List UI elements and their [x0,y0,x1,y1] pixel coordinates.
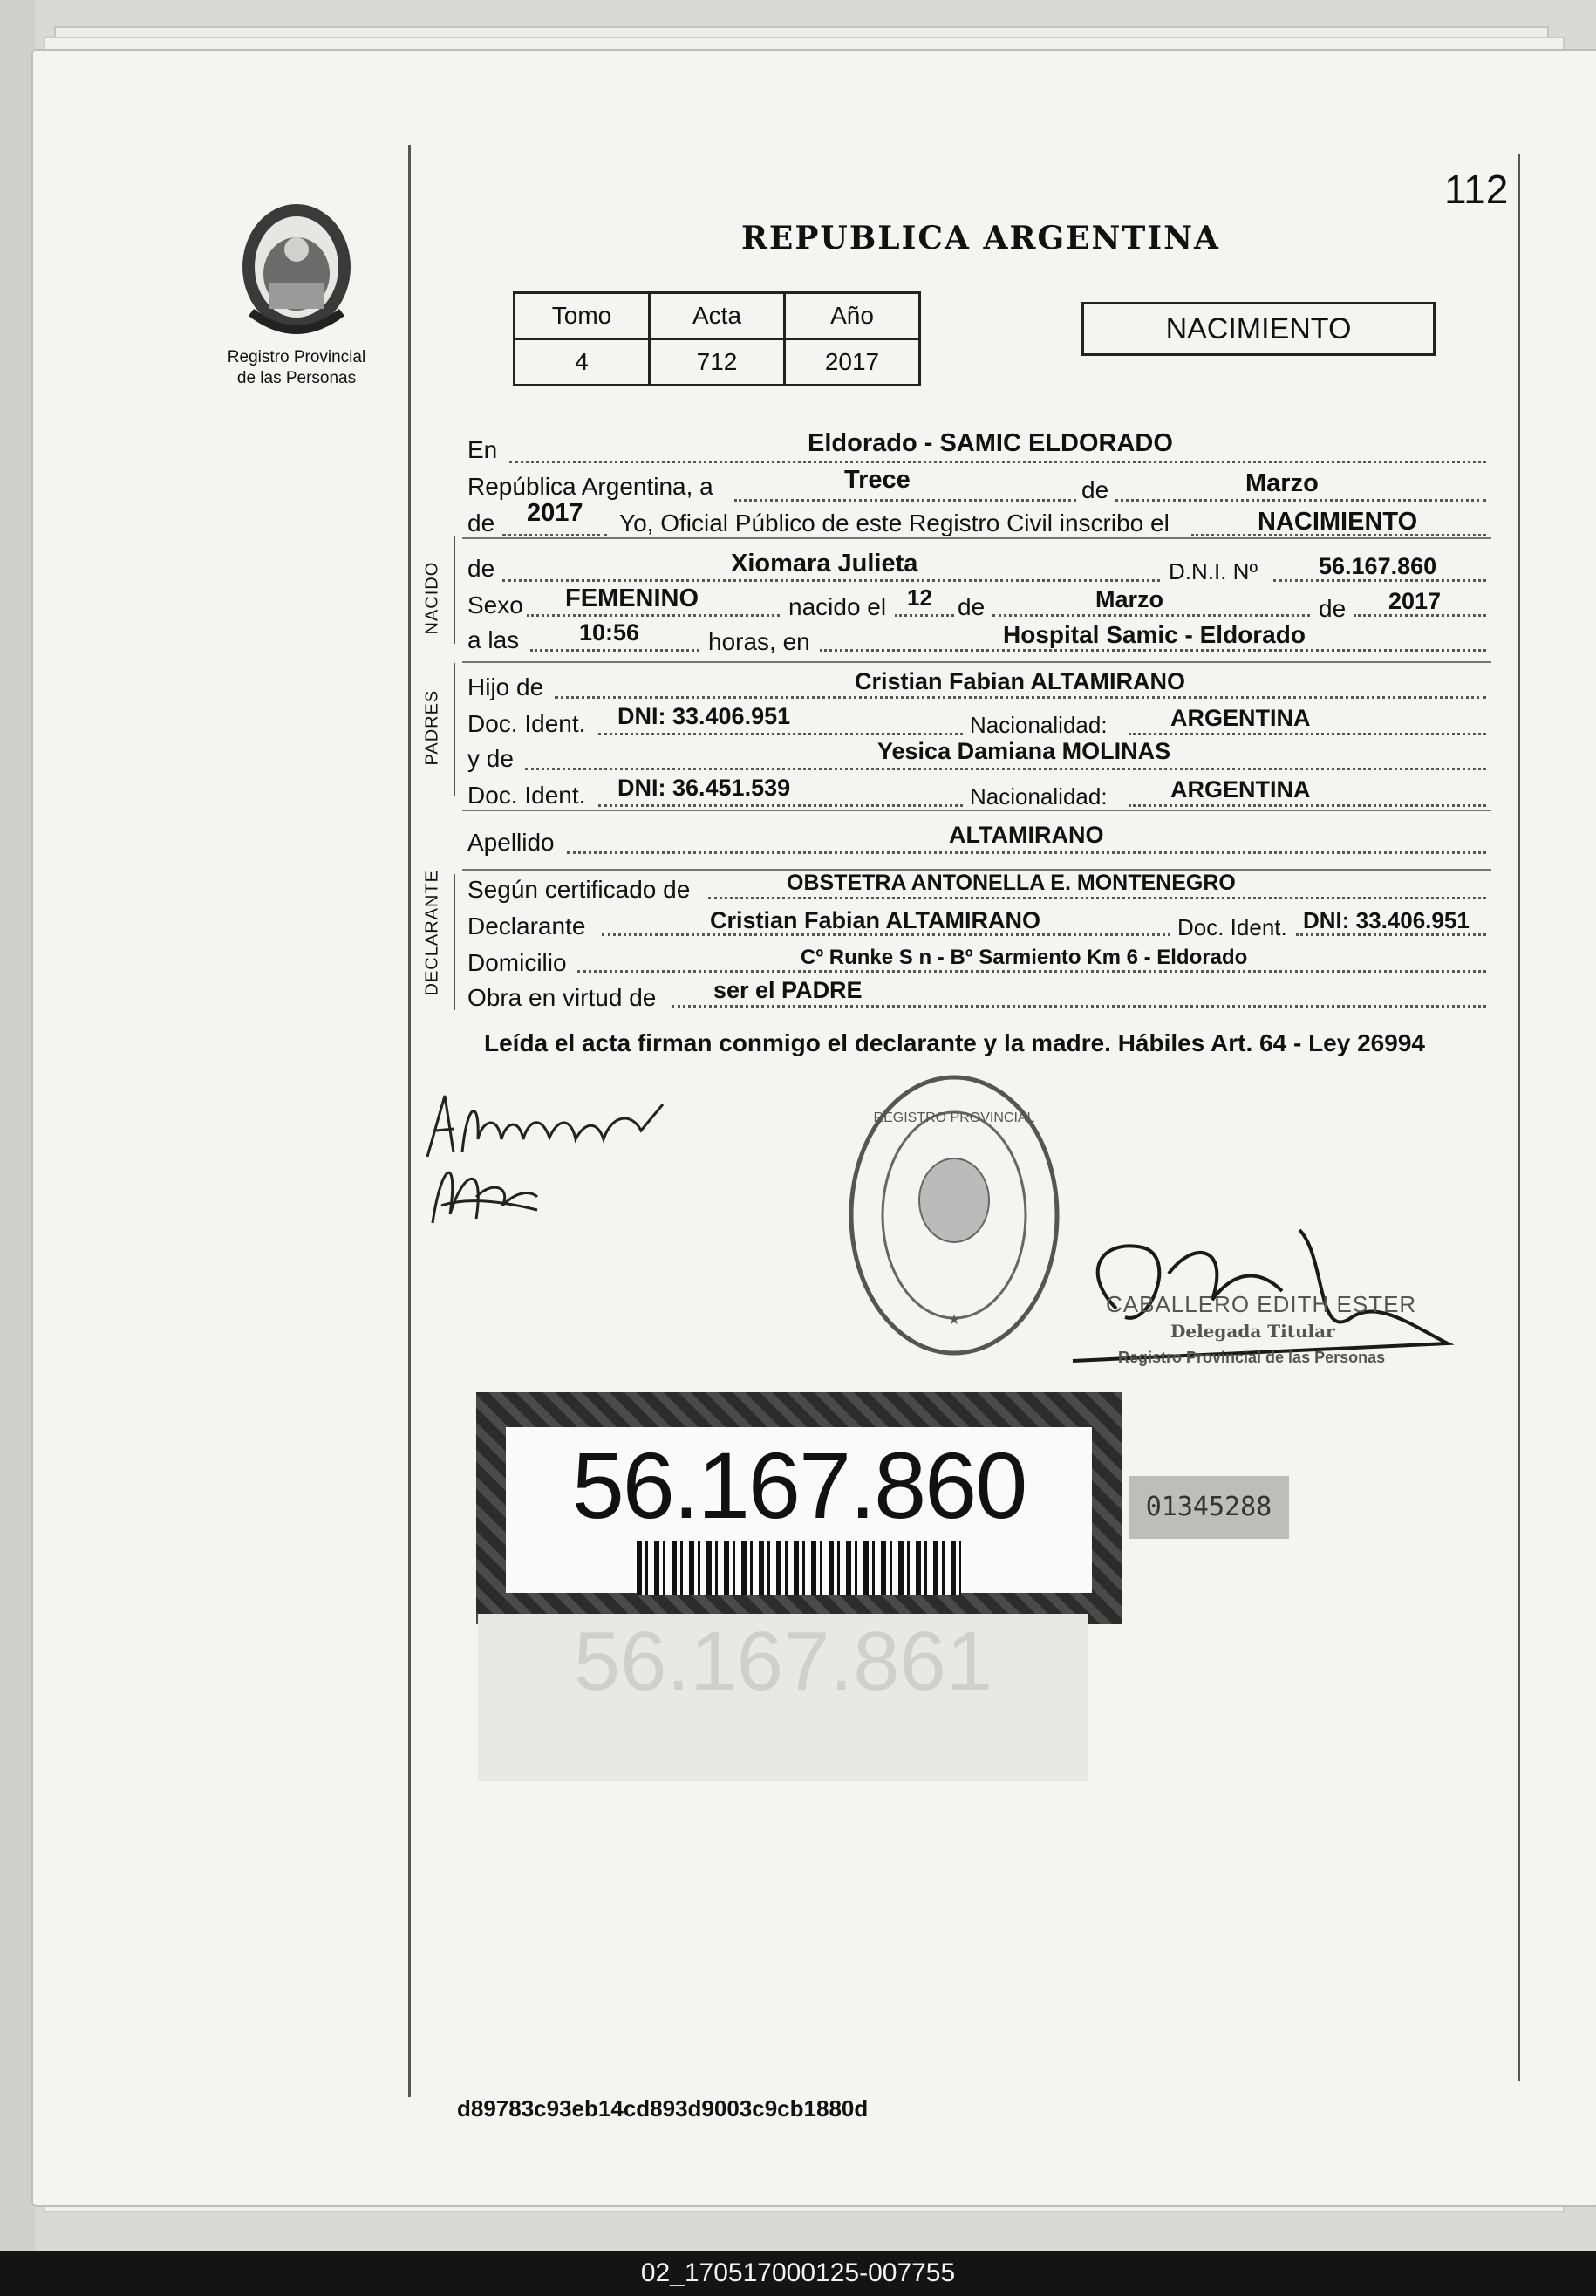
fill-line [708,897,1486,899]
fill-line [1129,733,1486,735]
closing-statement: Leída el acta firman conmigo el declarante y la madre. Hábiles Art. 64 - Ley 26994 [484,1029,1425,1056]
value-dni: 56.167.860 [1319,553,1437,579]
fill-line [502,534,607,536]
value-mes: Marzo [1245,469,1319,497]
value-anio: 2017 [527,499,583,527]
value-dia-letras: Trece [844,466,911,494]
fill-line [567,851,1486,854]
fill-line [1129,804,1486,807]
label-doc-ident-padre: Doc. Ident. [467,710,586,737]
label-domicilio: Domicilio [467,949,567,976]
scan-background [0,0,35,2251]
svg-text:★: ★ [947,1313,961,1328]
value-hora: 10:56 [579,619,640,646]
label-yo-oficial: Yo, Oficial Público de este Registro Civil inscribo el [619,509,1170,536]
registry-name: Registro Provincial de las Personas [227,348,366,387]
record-type-box: NACIMIENTO [1081,302,1436,356]
record-header-anio: Año [785,293,920,339]
fill-line [527,614,780,617]
record-value-tomo: 4 [515,339,650,386]
dni-barcode-sticker [476,1392,1122,1624]
label-hijo-de: Hijo de [467,673,544,700]
fill-line [820,649,1486,652]
label-obra-en-virtud: Obra en virtud de [467,984,657,1011]
value-acto: NACIMIENTO [1258,508,1418,536]
value-nombre: Xiomara Julieta [731,550,918,577]
fill-line [525,768,1486,770]
value-lugar-nac: Hospital Samic - Eldorado [1003,621,1306,648]
section-label-nacido: NACIDO [422,561,442,635]
value-sexo: FEMENINO [565,584,699,612]
label-en: En [467,436,498,463]
label-nacionalidad-padre: Nacionalidad: [970,712,1108,738]
label-nacido-el: nacido el [788,593,887,620]
label-apellido: Apellido [467,829,555,856]
label-de: de [1081,476,1109,503]
fill-line [598,733,963,735]
label-doc-ident-declarante: Doc. Ident. [1177,914,1287,940]
section-bracket [454,663,455,796]
control-number: 01345288 [1129,1476,1289,1539]
official-name: CABALLERO EDITH ESTER [1106,1291,1417,1317]
value-madre: Yesica Damiana MOLINAS [877,738,1171,764]
fill-line [577,970,1486,973]
record-table [513,291,921,386]
document-title: REPUBLICA ARGENTINA [741,220,1220,256]
section-label-padres: PADRES [422,689,442,766]
label-a-las: a las [467,626,520,653]
document-hash: d89783c93eb14cd893d9003c9cb1880d [457,2095,869,2122]
value-apellido: ALTAMIRANO [949,822,1104,848]
label-de3: de [1319,595,1347,622]
scan-filename: 02_170517000125-007755 [0,2251,1596,2296]
value-lugar: Eldorado - SAMIC ELDORADO [808,429,1173,457]
value-padre-nac: ARGENTINA [1170,705,1311,731]
fill-line [734,499,1076,502]
section-bracket [454,536,455,644]
fill-line [1115,499,1486,502]
value-declarante: Cristian Fabian ALTAMIRANO [710,907,1041,933]
value-domicilio: Cº Runke S n - Bº Sarmiento Km 6 - Eldorado [801,946,1248,969]
left-margin-line [408,145,411,2097]
svg-text:REGISTRO PROVINCIAL: REGISTRO PROVINCIAL [873,1110,1035,1125]
label-segun-certificado: Según certificado de [467,876,691,903]
section-separator [462,661,1491,663]
label-declarante: Declarante [467,912,586,940]
record-header-tomo: Tomo [515,293,650,339]
value-obra: ser el PADRE [713,977,863,1003]
value-madre-doc: DNI: 36.451.539 [617,775,791,801]
label-sexo: Sexo [467,591,523,618]
delegation-seal-icon [846,1071,1062,1359]
fill-line [992,614,1310,617]
fill-line [509,461,1486,463]
misiones-emblem-icon [234,199,359,338]
fill-line [502,579,1160,582]
right-margin-line [1518,154,1520,2081]
fill-line [672,1005,1486,1008]
label-horas-en: horas, en [708,628,810,655]
label-doc-ident-madre: Doc. Ident. [467,782,586,809]
value-declarante-doc: DNI: 33.406.951 [1303,907,1470,933]
page-number: 112 [1444,167,1509,212]
official-org: Registro Provincial de las Personas [1118,1349,1386,1366]
fill-line [530,649,699,652]
record-value-anio: 2017 [785,339,920,386]
label-de-nombre: de [467,555,495,582]
label-de2: de [958,593,986,620]
record-header-acta: Acta [650,293,785,339]
label-y-de: y de [467,745,514,772]
value-padre-doc: DNI: 33.406.951 [617,703,791,729]
sticker-label [506,1427,1092,1593]
value-nac-anio: 2017 [1388,588,1442,614]
value-madre-nac: ARGENTINA [1170,776,1311,803]
label-de-year: de [467,509,495,536]
fill-line [555,696,1486,699]
fill-line [895,614,954,617]
value-nac-dia: 12 [907,584,932,611]
section-bracket [454,874,455,1010]
section-separator [462,537,1491,539]
label-dni: D.N.I. Nº [1169,558,1258,584]
label-republica-a: República Argentina, a [467,473,713,500]
sticker-number: 56.167.860 [571,1432,1026,1538]
value-nac-mes: Marzo [1095,586,1164,612]
value-padre: Cristian Fabian ALTAMIRANO [855,668,1186,694]
fill-line [598,804,963,807]
official-role: Delegada Titular [1170,1321,1335,1342]
ghost-sticker-number: 56.167.861 [478,1614,1088,1781]
label-nacionalidad-madre: Nacionalidad: [970,783,1108,810]
section-label-declarante: DECLARANTE [422,870,442,996]
record-value-acta: 712 [650,339,785,386]
mother-signature-icon [424,1145,546,1232]
value-certificado: OBSTETRA ANTONELLA E. MONTENEGRO [787,871,1236,895]
barcode-icon [637,1541,961,1595]
